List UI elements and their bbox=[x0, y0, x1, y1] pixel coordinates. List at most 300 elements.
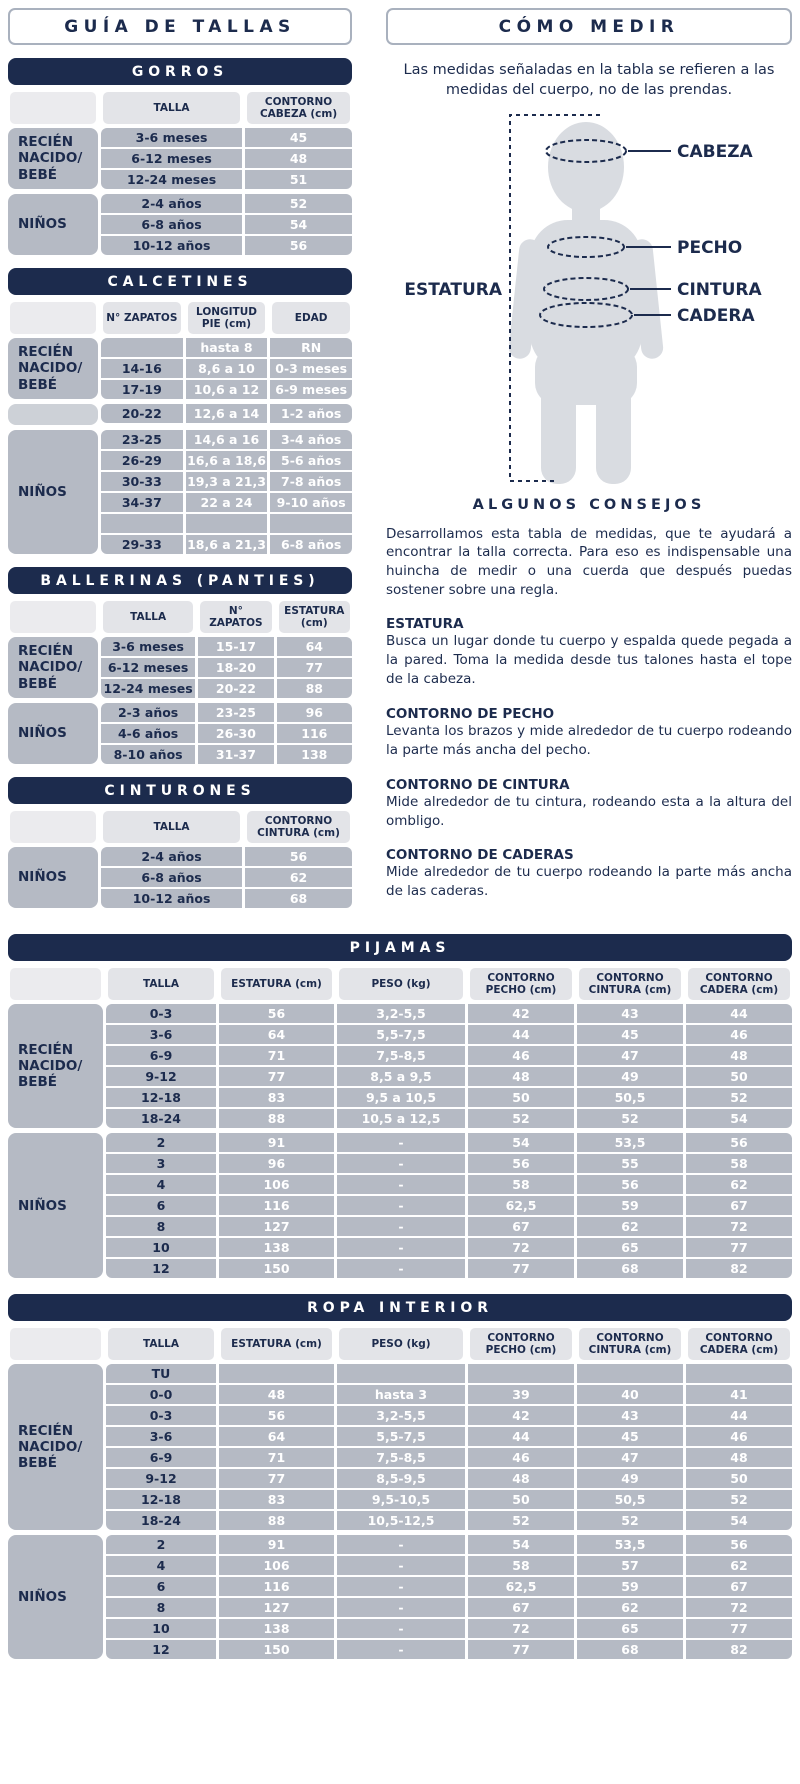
table-cell: 6-9 bbox=[106, 1448, 216, 1467]
table-cell: 8 bbox=[106, 1217, 216, 1236]
table-row bbox=[101, 149, 352, 168]
column-header: TALLA bbox=[103, 92, 240, 124]
column-header: CONTORNO CADERA (cm) bbox=[688, 968, 790, 1000]
table-cell: 48 bbox=[219, 1385, 334, 1404]
table-row bbox=[106, 1067, 792, 1086]
table-cell: 12,6 a 14 bbox=[186, 404, 268, 423]
row-group bbox=[8, 430, 352, 554]
table-row bbox=[106, 1448, 792, 1467]
consejo-cintura bbox=[386, 777, 792, 831]
table-cell: 59 bbox=[577, 1196, 683, 1215]
table-row bbox=[106, 1109, 792, 1128]
corner-cell bbox=[10, 811, 96, 843]
table-cell: - bbox=[337, 1640, 465, 1659]
group-label: RECIÉN NACIDO/ BEBÉ bbox=[8, 1364, 103, 1530]
table-cell: 10,5-12,5 bbox=[337, 1511, 465, 1530]
table-cell: 44 bbox=[468, 1427, 574, 1446]
table-row bbox=[101, 745, 352, 764]
group-label: RECIÉN NACIDO/ BEBÉ bbox=[8, 1004, 103, 1128]
table-row bbox=[106, 1217, 792, 1236]
table-cell: 4 bbox=[106, 1175, 216, 1194]
table-row bbox=[106, 1196, 792, 1215]
consejo-pecho bbox=[386, 706, 792, 760]
table-cell: 48 bbox=[686, 1046, 792, 1065]
table-cell: - bbox=[337, 1259, 465, 1278]
table-cell: 1-2 años bbox=[270, 404, 352, 423]
table-cell: 44 bbox=[686, 1406, 792, 1425]
table-cell: - bbox=[337, 1535, 465, 1554]
table-cell: 64 bbox=[219, 1427, 334, 1446]
group-rows bbox=[106, 1535, 792, 1659]
table-row bbox=[101, 170, 352, 189]
como-medir-intro: Las medidas señaladas en la tabla se refieren a las medidas del cuerpo, no de las prendas. bbox=[403, 62, 775, 99]
group-rows bbox=[101, 430, 352, 554]
table-cell bbox=[186, 514, 268, 533]
table-cell: 48 bbox=[686, 1448, 792, 1467]
table-row bbox=[101, 637, 352, 656]
column-header: N° ZAPATOS bbox=[200, 601, 271, 633]
table-cell: 20-22 bbox=[198, 679, 273, 698]
table-cell: hasta 3 bbox=[337, 1385, 465, 1404]
table-cell: 83 bbox=[219, 1490, 334, 1509]
table-cell: 50,5 bbox=[577, 1088, 683, 1107]
table-cell: 138 bbox=[219, 1238, 334, 1257]
consejo-caderas-title: CONTORNO DE CADERAS bbox=[386, 847, 574, 864]
table-cell: 58 bbox=[468, 1556, 574, 1575]
row-group bbox=[8, 128, 352, 189]
estatura-label: ESTATURA bbox=[404, 279, 502, 300]
table-cell: 77 bbox=[686, 1238, 792, 1257]
table-cell: 43 bbox=[577, 1004, 683, 1023]
table-cell: 31-37 bbox=[198, 745, 273, 764]
corner-cell bbox=[10, 92, 96, 124]
table-cell: - bbox=[337, 1196, 465, 1215]
table-cell: 6 bbox=[106, 1577, 216, 1596]
table-cell: 17-19 bbox=[101, 380, 183, 399]
table-cell: 62 bbox=[577, 1598, 683, 1617]
column-header: LONGITUD PIE (cm) bbox=[188, 302, 266, 334]
table-cell: 2 bbox=[106, 1535, 216, 1554]
row-group bbox=[8, 1133, 792, 1278]
table-cell: 49 bbox=[577, 1067, 683, 1086]
table-cell: 10 bbox=[106, 1238, 216, 1257]
table-cell: 12-24 meses bbox=[101, 170, 242, 189]
group-rows bbox=[101, 338, 352, 399]
table-cell: 48 bbox=[468, 1469, 574, 1488]
table-row bbox=[101, 493, 352, 512]
section-title-band: CALCETINES bbox=[8, 268, 352, 295]
table-cell: 54 bbox=[245, 215, 352, 234]
table-row bbox=[106, 1088, 792, 1107]
table-cell: 41 bbox=[686, 1385, 792, 1404]
table-cell: 26-29 bbox=[101, 451, 183, 470]
group-rows bbox=[101, 847, 352, 908]
cabeza-label: CABEZA bbox=[677, 141, 753, 162]
column-header: TALLA bbox=[108, 968, 214, 1000]
table-cell: 46 bbox=[468, 1046, 574, 1065]
header-row bbox=[8, 811, 352, 843]
table-cell: - bbox=[337, 1619, 465, 1638]
table-cell: 68 bbox=[245, 889, 352, 908]
table-cell: 52 bbox=[468, 1511, 574, 1530]
table-cell: 0-3 bbox=[106, 1004, 216, 1023]
column-header: PESO (kg) bbox=[339, 968, 463, 1000]
table-cell: 9-12 bbox=[106, 1469, 216, 1488]
consejo-estatura bbox=[386, 616, 792, 689]
two-column-area bbox=[8, 8, 792, 918]
table-row bbox=[101, 215, 352, 234]
table-cell: 50 bbox=[686, 1067, 792, 1086]
table-cell: 44 bbox=[468, 1025, 574, 1044]
table-cell: 56 bbox=[245, 236, 352, 255]
column-header: ESTATURA (cm) bbox=[279, 601, 350, 633]
table-cell: 50 bbox=[468, 1088, 574, 1107]
table-cell: 127 bbox=[219, 1217, 334, 1236]
row-group bbox=[8, 1535, 792, 1659]
table-cell: 64 bbox=[219, 1025, 334, 1044]
table-row bbox=[101, 724, 352, 743]
table-cell: 6 bbox=[106, 1196, 216, 1215]
table-cell: 77 bbox=[468, 1259, 574, 1278]
group-label: NIÑOS bbox=[8, 1133, 103, 1278]
table-cell: 30-33 bbox=[101, 472, 183, 491]
table-row bbox=[101, 236, 352, 255]
table-row bbox=[106, 1025, 792, 1044]
table-cell: 8,5-9,5 bbox=[337, 1469, 465, 1488]
group-label: NIÑOS bbox=[8, 430, 98, 554]
table-cell: 96 bbox=[277, 703, 352, 722]
table-cell: 68 bbox=[577, 1640, 683, 1659]
table-cell: 67 bbox=[686, 1577, 792, 1596]
table-cell: 4-6 años bbox=[101, 724, 195, 743]
table-cell: 56 bbox=[686, 1535, 792, 1554]
section-title-band: BALLERINAS (PANTIES) bbox=[8, 567, 352, 594]
table-cell: 34-37 bbox=[101, 493, 183, 512]
corner-cell bbox=[10, 1328, 101, 1360]
column-header: ESTATURA (cm) bbox=[221, 968, 332, 1000]
table-row bbox=[106, 1427, 792, 1446]
table-cell: 72 bbox=[686, 1598, 792, 1617]
table-cell: 29-33 bbox=[101, 535, 183, 554]
table-cell: 54 bbox=[468, 1133, 574, 1152]
corner-cell bbox=[10, 601, 96, 633]
column-header: PESO (kg) bbox=[339, 1328, 463, 1360]
table-cell: 16,6 a 18,6 bbox=[187, 453, 266, 468]
section-title-band: PIJAMAS bbox=[8, 934, 792, 961]
table-cell: 5,5-7,5 bbox=[337, 1427, 465, 1446]
table-cell: 150 bbox=[219, 1640, 334, 1659]
table-row bbox=[101, 338, 352, 357]
table-row bbox=[106, 1535, 792, 1554]
table-row bbox=[101, 679, 352, 698]
table-cell: 88 bbox=[219, 1109, 334, 1128]
table-row bbox=[106, 1004, 792, 1023]
table-row bbox=[106, 1154, 792, 1173]
table-cell: - bbox=[337, 1598, 465, 1617]
table-cell: 47 bbox=[577, 1046, 683, 1065]
table-cell: hasta 8 bbox=[186, 338, 268, 357]
table-cell: 56 bbox=[245, 847, 352, 866]
column-header: CONTORNO PECHO (cm) bbox=[470, 968, 572, 1000]
table-cell: 0-0 bbox=[106, 1385, 216, 1404]
table-row bbox=[106, 1046, 792, 1065]
table-cell bbox=[686, 1364, 792, 1383]
section-title-band: CINTURONES bbox=[8, 777, 352, 804]
group-label: RECIÉN NACIDO/ BEBÉ bbox=[8, 338, 98, 399]
calcetines-table bbox=[8, 268, 352, 554]
table-row bbox=[101, 514, 352, 533]
table-cell: 18-20 bbox=[198, 658, 273, 677]
table-row bbox=[101, 868, 352, 887]
table-row bbox=[101, 194, 352, 213]
group-rows bbox=[101, 404, 352, 425]
table-row bbox=[106, 1469, 792, 1488]
table-cell bbox=[577, 1364, 683, 1383]
table-row bbox=[106, 1133, 792, 1152]
gorros-table bbox=[8, 58, 352, 255]
column-header: N° ZAPATOS bbox=[103, 302, 181, 334]
table-row bbox=[101, 430, 352, 449]
table-row bbox=[106, 1640, 792, 1659]
table-cell: 46 bbox=[686, 1427, 792, 1446]
table-cell: 150 bbox=[219, 1259, 334, 1278]
table-cell: 9,5 a 10,5 bbox=[337, 1088, 465, 1107]
group-rows bbox=[101, 637, 352, 698]
row-group bbox=[8, 847, 352, 908]
table-cell: 106 bbox=[219, 1556, 334, 1575]
table-cell: 77 bbox=[468, 1640, 574, 1659]
table-row bbox=[106, 1259, 792, 1278]
table-cell: 14,6 a 16 bbox=[186, 430, 268, 449]
table-cell: 52 bbox=[468, 1109, 574, 1128]
table-row bbox=[106, 1598, 792, 1617]
table-row bbox=[106, 1406, 792, 1425]
table-cell bbox=[219, 1364, 334, 1383]
table-cell: 45 bbox=[245, 128, 352, 147]
table-cell: 8-10 años bbox=[101, 745, 195, 764]
table-cell: 46 bbox=[686, 1025, 792, 1044]
table-cell: 59 bbox=[577, 1577, 683, 1596]
table-cell: - bbox=[337, 1556, 465, 1575]
cadera-label: CADERA bbox=[677, 305, 755, 326]
group-label: NIÑOS bbox=[8, 194, 98, 255]
group-label: RECIÉN NACIDO/ BEBÉ bbox=[8, 637, 98, 698]
table-cell: 2-4 años bbox=[101, 194, 242, 213]
table-row bbox=[106, 1385, 792, 1404]
table-cell: 58 bbox=[686, 1154, 792, 1173]
table-cell: 77 bbox=[219, 1469, 334, 1488]
column-header: CONTORNO CINTURA (cm) bbox=[247, 811, 350, 843]
row-group bbox=[8, 703, 352, 764]
table-cell: 7,5-8,5 bbox=[337, 1448, 465, 1467]
table-cell: 138 bbox=[219, 1619, 334, 1638]
table-cell: 72 bbox=[468, 1238, 574, 1257]
corner-cell bbox=[10, 968, 101, 1000]
table-cell: 2-4 años bbox=[101, 847, 242, 866]
table-cell: 67 bbox=[686, 1196, 792, 1215]
table-cell: 72 bbox=[468, 1619, 574, 1638]
table-cell: 12-24 meses bbox=[101, 679, 195, 698]
table-cell: 4 bbox=[106, 1556, 216, 1575]
table-cell: 26-30 bbox=[198, 724, 273, 743]
table-cell: 127 bbox=[219, 1598, 334, 1617]
right-column bbox=[386, 8, 792, 918]
row-group bbox=[8, 194, 352, 255]
table-cell: 14-16 bbox=[101, 359, 183, 378]
table-cell: 23-25 bbox=[198, 703, 273, 722]
table-row bbox=[101, 847, 352, 866]
consejo-pecho-title: CONTORNO DE PECHO bbox=[386, 705, 555, 722]
table-cell bbox=[468, 1364, 574, 1383]
consejos-title: ALGUNOS CONSEJOS bbox=[472, 496, 706, 513]
header-row bbox=[8, 302, 352, 334]
table-cell: 62,5 bbox=[468, 1196, 574, 1215]
table-cell: 88 bbox=[277, 679, 352, 698]
table-row bbox=[101, 451, 352, 470]
table-cell: - bbox=[337, 1217, 465, 1236]
table-cell: 116 bbox=[219, 1577, 334, 1596]
table-cell: 12 bbox=[106, 1259, 216, 1278]
table-cell: 62 bbox=[686, 1175, 792, 1194]
table-cell: 57 bbox=[577, 1556, 683, 1575]
consejo-estatura-title: ESTATURA bbox=[386, 616, 464, 633]
table-cell: 52 bbox=[577, 1511, 683, 1530]
table-cell: 62,5 bbox=[468, 1577, 574, 1596]
table-cell: 3-6 bbox=[106, 1025, 216, 1044]
header-row bbox=[8, 968, 792, 1000]
table-cell: 67 bbox=[468, 1598, 574, 1617]
section-title-band: GORROS bbox=[8, 58, 352, 85]
consejo-cintura-title: CONTORNO DE CINTURA bbox=[386, 776, 570, 793]
table-row bbox=[106, 1238, 792, 1257]
column-header: TALLA bbox=[103, 601, 193, 633]
table-cell: 77 bbox=[219, 1067, 334, 1086]
table-cell: - bbox=[337, 1175, 465, 1194]
table-cell: 52 bbox=[686, 1088, 792, 1107]
table-cell: 56 bbox=[219, 1406, 334, 1425]
table-cell: 12 bbox=[106, 1640, 216, 1659]
table-cell: 54 bbox=[686, 1109, 792, 1128]
row-group bbox=[8, 1364, 792, 1530]
table-cell: 47 bbox=[577, 1448, 683, 1467]
group-rows bbox=[101, 703, 352, 764]
table-cell: 10-12 años bbox=[101, 236, 242, 255]
table-cell: 6-12 meses bbox=[101, 149, 242, 168]
table-cell: TU bbox=[106, 1364, 216, 1383]
left-column bbox=[8, 8, 352, 913]
section-title-band: ROPA INTERIOR bbox=[8, 1294, 792, 1321]
table-cell: 3-6 meses bbox=[101, 128, 242, 147]
como-medir-title: CÓMO MEDIR bbox=[386, 8, 792, 45]
table-cell: 56 bbox=[686, 1133, 792, 1152]
table-cell: 23-25 bbox=[101, 430, 183, 449]
table-cell: 7-8 años bbox=[270, 472, 352, 491]
table-cell: 56 bbox=[577, 1175, 683, 1194]
row-group bbox=[8, 404, 352, 425]
consejo-pecho-text: Levanta los brazos y mide alrededor de tu cuerpo rodeando la parte más ancha del pecho. bbox=[386, 722, 792, 758]
pecho-label: PECHO bbox=[677, 237, 743, 258]
consejo-estatura-text: Busca un lugar donde tu cuerpo y espalda quede pegada a la pared. Toma la medida desde tus talones hasta el tope de la cabeza. bbox=[386, 633, 792, 687]
table-cell: - bbox=[337, 1238, 465, 1257]
group-label: RECIÉN NACIDO/ BEBÉ bbox=[8, 128, 98, 189]
group-rows bbox=[106, 1133, 792, 1278]
row-group bbox=[8, 1004, 792, 1128]
table-cell: 91 bbox=[219, 1535, 334, 1554]
table-cell: 10,5 a 12,5 bbox=[337, 1109, 465, 1128]
table-cell: 55 bbox=[577, 1154, 683, 1173]
table-cell: 3 bbox=[106, 1154, 216, 1173]
table-row bbox=[106, 1556, 792, 1575]
table-cell: 6-9 bbox=[106, 1046, 216, 1065]
table-cell: 7,5-8,5 bbox=[337, 1046, 465, 1065]
group-label: NIÑOS bbox=[8, 847, 98, 908]
table-cell: 6-8 años bbox=[101, 215, 242, 234]
table-cell: 45 bbox=[577, 1025, 683, 1044]
table-cell: 43 bbox=[577, 1406, 683, 1425]
table-cell: 10 bbox=[106, 1619, 216, 1638]
column-header: ESTATURA (cm) bbox=[221, 1328, 332, 1360]
table-cell: 9,5-10,5 bbox=[337, 1490, 465, 1509]
column-header: CONTORNO CABEZA (cm) bbox=[247, 92, 350, 124]
column-header: CONTORNO CADERA (cm) bbox=[688, 1328, 790, 1360]
table-cell: 50 bbox=[686, 1469, 792, 1488]
table-cell: 82 bbox=[686, 1259, 792, 1278]
row-group bbox=[8, 637, 352, 698]
table-cell bbox=[337, 1364, 465, 1383]
column-header: CONTORNO CINTURA (cm) bbox=[579, 968, 681, 1000]
table-row bbox=[101, 703, 352, 722]
table-row bbox=[101, 128, 352, 147]
row-group bbox=[8, 338, 352, 399]
table-cell: 2 bbox=[106, 1133, 216, 1152]
table-cell: 138 bbox=[277, 745, 352, 764]
table-cell: 19,3 a 21,3 bbox=[187, 474, 266, 489]
body-measurement-diagram bbox=[388, 109, 790, 489]
header-row bbox=[8, 1328, 792, 1360]
table-cell: 10-12 años bbox=[101, 889, 242, 908]
table-cell: 42 bbox=[468, 1004, 574, 1023]
table-cell: 65 bbox=[577, 1619, 683, 1638]
table-cell: 2-3 años bbox=[101, 703, 195, 722]
table-row bbox=[106, 1511, 792, 1530]
table-cell: 88 bbox=[219, 1511, 334, 1530]
table-row bbox=[106, 1175, 792, 1194]
table-cell: 5-6 años bbox=[270, 451, 352, 470]
table-cell: 44 bbox=[686, 1004, 792, 1023]
page-title: GUÍA DE TALLAS bbox=[8, 8, 352, 45]
table-cell: 56 bbox=[219, 1004, 334, 1023]
table-cell: 10,6 a 12 bbox=[186, 380, 268, 399]
column-header: CONTORNO CINTURA (cm) bbox=[579, 1328, 681, 1360]
header-row bbox=[8, 601, 352, 633]
table-cell: 56 bbox=[468, 1154, 574, 1173]
corner-cell bbox=[10, 302, 96, 334]
table-cell: 39 bbox=[468, 1385, 574, 1404]
table-cell: - bbox=[337, 1577, 465, 1596]
table-row bbox=[101, 535, 352, 554]
table-cell: 53,5 bbox=[577, 1535, 683, 1554]
table-cell: 18-24 bbox=[106, 1511, 216, 1530]
table-cell: 48 bbox=[468, 1067, 574, 1086]
table-cell: 6-8 años bbox=[270, 535, 352, 554]
table-cell: 0-3 meses bbox=[270, 359, 352, 378]
table-cell: 3,2-5,5 bbox=[337, 1004, 465, 1023]
table-cell: 9-12 bbox=[106, 1067, 216, 1086]
table-cell: 82 bbox=[686, 1640, 792, 1659]
table-cell: 52 bbox=[577, 1109, 683, 1128]
table-cell: 8,6 a 10 bbox=[186, 359, 268, 378]
table-cell: 6-12 meses bbox=[101, 658, 195, 677]
